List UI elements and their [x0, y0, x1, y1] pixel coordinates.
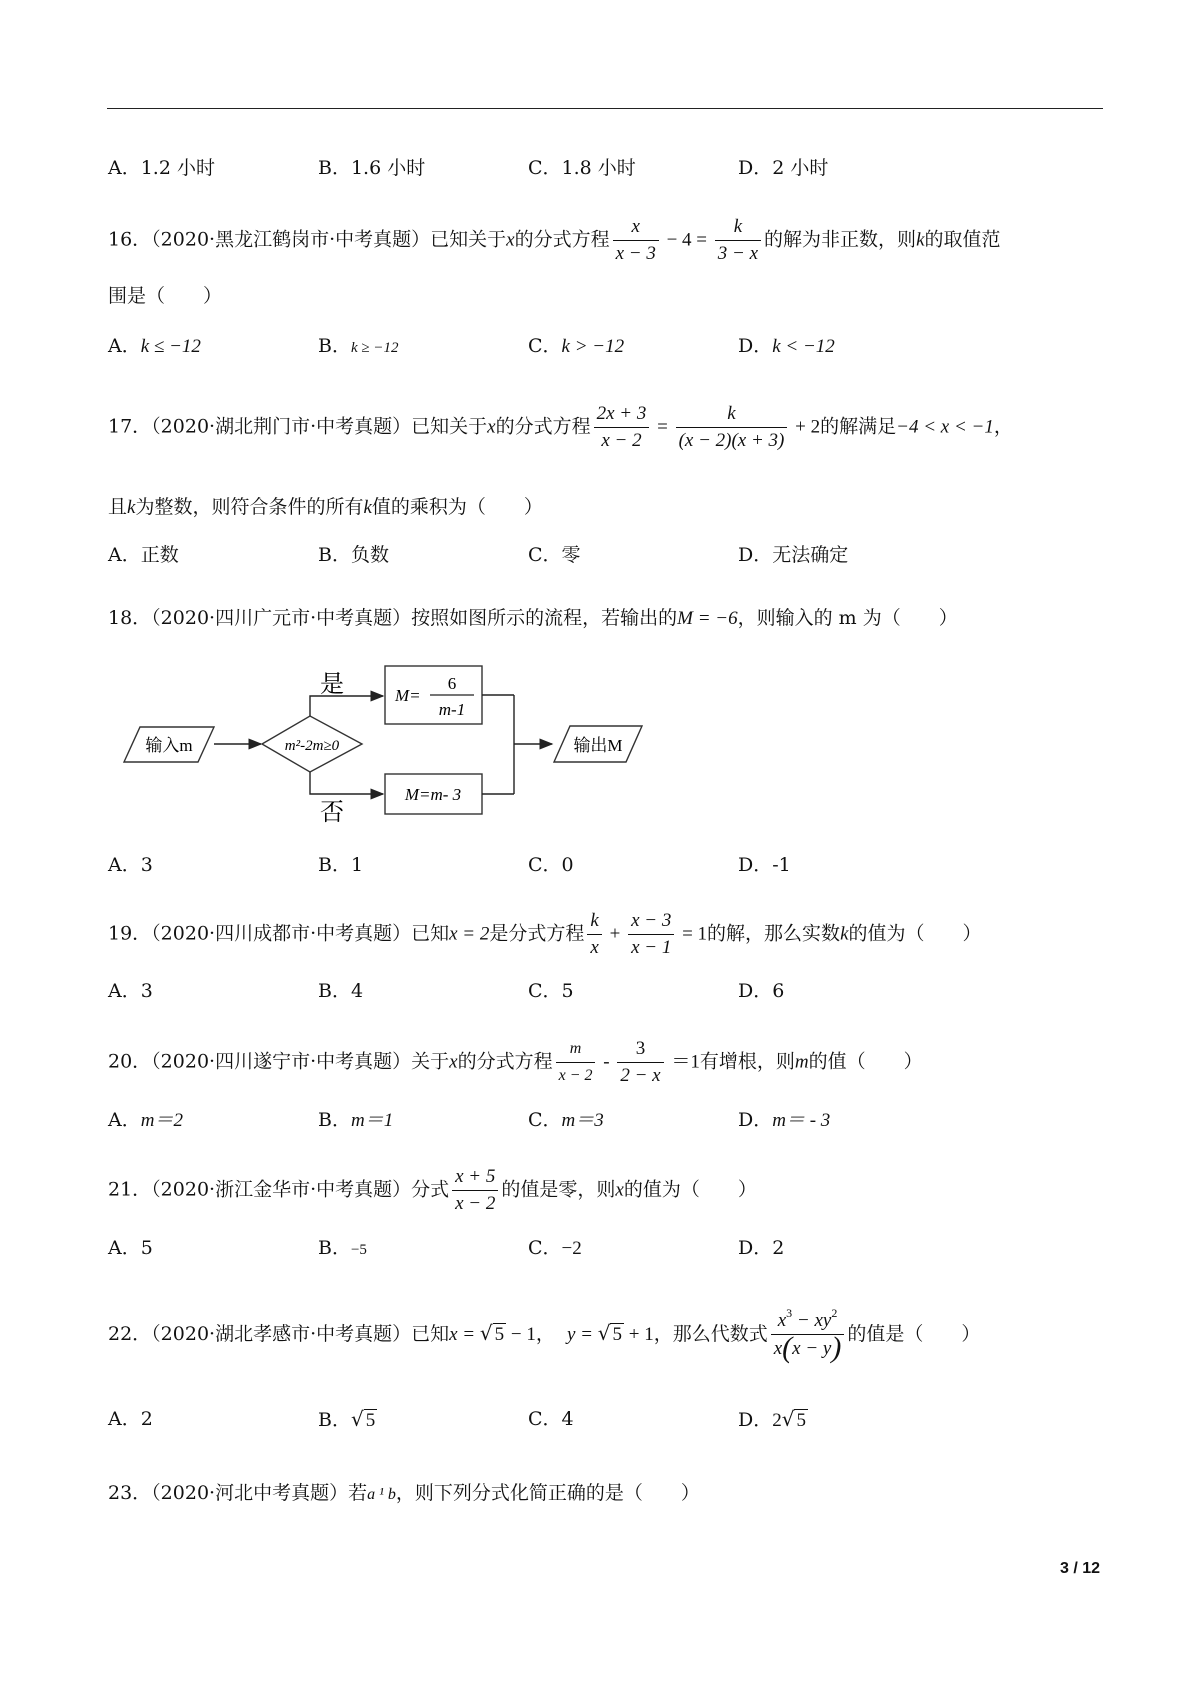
- q16-stem-line2: 围是（ ）: [108, 285, 223, 307]
- flow-yes-box-numerator: 6: [447, 674, 457, 693]
- q21-stem: 21．（2020·浙江金华市·中考真题）分式 $\frac{x + 5}{x - 2}$ 的值是零，则x的值为（ ）: [108, 1164, 757, 1217]
- q17-option-b[interactable]: B．负数: [318, 544, 389, 566]
- flow-output-label: 输出M: [573, 736, 623, 755]
- q19-fraction-2: $\frac{x - 3}{x - 1}$: [628, 908, 674, 961]
- header-rule: [107, 108, 1103, 109]
- q21-option-c[interactable]: C．−2: [528, 1237, 582, 1259]
- q20-fraction-2: $\frac{3}{2 - x}$: [617, 1036, 663, 1089]
- q22-option-b[interactable]: B．√ 5: [318, 1407, 376, 1431]
- q16-stem: 16．（2020·黑龙江鹤岗市·中考真题）已知关于x的分式方程 $\frac{x}{x - 3}$ − 4 = $\frac{k}{3 - x}$ 的解为非正数，则k的取值范: [108, 214, 1001, 267]
- q23-stem: 23．（2020·河北中考真题）若a ¹ b，则下列分式化简正确的是（ ）: [108, 1482, 700, 1504]
- q15-option-d[interactable]: D．2 小时: [738, 157, 829, 179]
- q22-stem: 22．（2020·湖北孝感市·中考真题）已知x = √ 5 − 1， y = √ 5 + 1，那么代数式 $\frac{x^3 - xy^2}{x(x - y)}$ 的值是（ ）: [108, 1306, 981, 1364]
- q20-option-b[interactable]: B．m＝1: [318, 1109, 394, 1131]
- q16-option-c[interactable]: C．k > −12: [528, 335, 625, 357]
- q15-option-a[interactable]: A．1.2 小时: [108, 157, 215, 179]
- q17-option-a[interactable]: A．正数: [108, 544, 179, 566]
- q19-option-b[interactable]: B．4: [318, 980, 364, 1002]
- q18-option-b[interactable]: B．1: [318, 854, 364, 876]
- q18-option-c[interactable]: C．0: [528, 854, 574, 876]
- q22-option-a[interactable]: A．2: [108, 1408, 153, 1430]
- q17-stem: 17．（2020·湖北荆门市·中考真题）已知关于x的分式方程 $\frac{2x + 3}{x - 2}$ = $\frac{k}{(x - 2)(x + 3)}$ + 2的解满足−4 < x < −1，: [108, 401, 1013, 454]
- q19-option-d[interactable]: D．6: [738, 980, 785, 1002]
- q22-option-c[interactable]: C．4: [528, 1408, 574, 1430]
- q20-stem: 20．（2020·四川遂宁市·中考真题）关于x的分式方程 $\frac{m}{x - 2}$ - $\frac{3}{2 - x}$ ＝1有增根，则m的值（ ）: [108, 1036, 923, 1089]
- q21-option-b[interactable]: B．−5: [318, 1237, 367, 1259]
- q16-option-b[interactable]: B．k ≥ −12: [318, 335, 399, 357]
- q16-fraction-2: $\frac{k}{3 - x}$: [715, 214, 761, 267]
- q22-sqrt-x: √ 5: [479, 1321, 505, 1345]
- q22-option-d[interactable]: D．2√ 5: [738, 1407, 806, 1431]
- flow-yes-box-lhs: M=: [395, 686, 421, 705]
- q15-option-c[interactable]: C．1.8 小时: [528, 157, 636, 179]
- q17-option-c[interactable]: C．零: [528, 544, 581, 566]
- q16-option-d[interactable]: D．k < −12: [738, 335, 835, 357]
- q17-stem-line2: 且k为整数，则符合条件的所有k值的乘积为（ ）: [108, 496, 543, 518]
- flow-yes-label: 是: [320, 672, 344, 698]
- q18-option-d[interactable]: D．-1: [738, 854, 791, 876]
- flow-no-box-label: M=m- 3: [404, 785, 462, 804]
- q21-option-d[interactable]: D．2: [738, 1237, 785, 1259]
- q17-fraction-1: $\frac{2x + 3}{x - 2}$: [594, 401, 650, 454]
- q19-fraction-1: $\frac{k}{x}$: [587, 908, 601, 961]
- q19-stem: 19．（2020·四川成都市·中考真题）已知x = 2是分式方程 $\frac{k}{x}$ + $\frac{x - 3}{x - 1}$ = 1的解，那么实数k的值为（ ）: [108, 908, 982, 961]
- q19-option-c[interactable]: C．5: [528, 980, 574, 1002]
- q21-option-a[interactable]: A．5: [108, 1237, 153, 1259]
- q16-fraction-1: $\frac{x}{x - 3}$: [613, 214, 659, 267]
- q17-fraction-2: $\frac{k}{(x - 2)(x + 3)}$: [676, 401, 788, 454]
- q20-option-a[interactable]: A．m＝2: [108, 1109, 183, 1131]
- q18-option-a[interactable]: A．3: [108, 854, 153, 876]
- flow-yes-box-denominator: m-1: [438, 700, 466, 719]
- q20-option-d[interactable]: D．m＝ - 3: [738, 1109, 831, 1131]
- flow-no-label: 否: [320, 800, 344, 824]
- q19-option-a[interactable]: A．3: [108, 980, 153, 1002]
- page-number: 3 / 12: [1059, 1560, 1100, 1577]
- q18-flowchart: [118, 654, 648, 824]
- q16-option-a[interactable]: A．k ≤ −12: [108, 335, 201, 357]
- q21-fraction: $\frac{x + 5}{x - 2}$: [452, 1164, 498, 1217]
- q20-option-c[interactable]: C．m＝3: [528, 1109, 604, 1131]
- q17-option-d[interactable]: D．无法确定: [738, 544, 849, 566]
- flow-decision-label: m²-2m≥0: [284, 738, 340, 754]
- q20-fraction-1: $\frac{m}{x - 2}$: [556, 1036, 596, 1089]
- flow-input-label: 输入m: [145, 736, 193, 755]
- q22-fraction: $\frac{x^3 - xy^2}{x(x - y)}$: [771, 1308, 845, 1362]
- q22-sqrt-y: √ 5: [597, 1321, 622, 1345]
- q18-stem: 18．（2020·四川广元市·中考真题）按照如图所示的流程，若输出的M = −6，则输入的 m 为（ ）: [108, 607, 958, 629]
- q15-option-b[interactable]: B．1.6 小时: [318, 157, 426, 179]
